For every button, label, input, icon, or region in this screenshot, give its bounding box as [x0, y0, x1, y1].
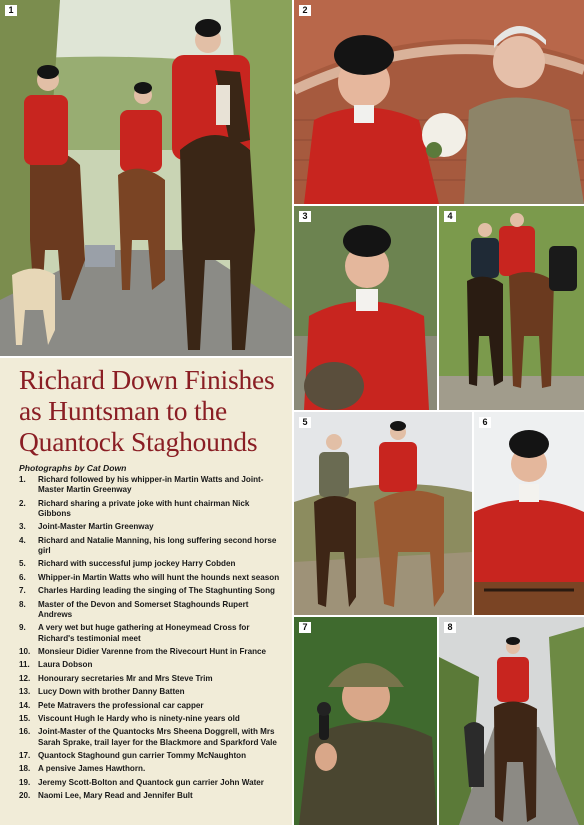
caption-item	[19, 475, 280, 496]
caption-text: Viscount Hugh le Hardy who is ninety-nine years old	[38, 713, 240, 723]
photo-number: 8	[444, 622, 456, 633]
photo-1-riders-on-lane	[0, 0, 292, 356]
photo-4-image	[439, 206, 584, 410]
photo-6-image	[474, 412, 584, 615]
photo-1-image	[0, 0, 292, 356]
caption-number: 9.	[19, 623, 26, 633]
caption-item	[19, 687, 280, 697]
caption-number: 5.	[19, 559, 26, 569]
caption-number: 3.	[19, 522, 26, 532]
caption-number: 8.	[19, 599, 26, 609]
caption-number: 12.	[19, 673, 31, 683]
photo-number: 7	[299, 622, 311, 633]
caption-item	[19, 660, 280, 670]
caption-number: 14.	[19, 700, 31, 710]
photo-2-private-joke	[294, 0, 584, 204]
caption-number: 11.	[19, 660, 30, 670]
photo-number: 6	[479, 417, 491, 428]
photo-4-second-horse	[439, 206, 584, 410]
photo-8-master-devon-somerset	[439, 617, 584, 825]
caption-item	[19, 559, 280, 569]
article-panel	[0, 358, 292, 825]
caption-item	[19, 727, 280, 748]
caption-item	[19, 714, 280, 724]
caption-number: 10.	[19, 647, 31, 656]
photo-5-image	[294, 412, 472, 615]
caption-text: Lucy Down with brother Danny Batten	[38, 687, 185, 697]
caption-item	[19, 791, 280, 801]
photo-6-whipper-in	[474, 412, 584, 615]
caption-list	[19, 475, 280, 802]
photo-number: 4	[444, 211, 456, 222]
caption-text: Whipper-in Martin Watts who will hunt the hounds next season	[38, 572, 280, 582]
caption-item	[19, 600, 280, 621]
caption-text: Joint-Master Martin Greenway	[38, 522, 154, 532]
caption-item	[19, 586, 280, 596]
caption-item	[19, 701, 280, 711]
caption-text: Charles Harding leading the singing of The Staghunting Song	[38, 586, 275, 596]
caption-text: Honourary secretaries Mr and Mrs Steve Trim	[38, 673, 213, 683]
caption-number: 1.	[19, 475, 26, 484]
caption-item	[19, 499, 280, 520]
caption-item	[19, 623, 280, 644]
caption-item	[19, 751, 280, 761]
caption-item	[19, 522, 280, 532]
caption-item	[19, 647, 280, 657]
caption-number: 19.	[19, 777, 31, 787]
caption-text: Joint-Master of the Quantocks Mrs Sheena Doggrell, with Mrs Sarah Sprake, trail layer for the Blackmore and Sparkford Vale	[38, 727, 277, 747]
caption-text: Richard sharing a private joke with hunt chairman Nick Gibbons	[38, 498, 250, 518]
photo-7-image	[294, 617, 437, 825]
caption-text: Richard followed by his whipper-in Martin Watts and Joint-Master Martin Greenway	[38, 475, 264, 495]
caption-number: 6.	[19, 572, 26, 582]
caption-text: Laura Dobson	[38, 660, 93, 670]
caption-text: A pensive James Hawthorn.	[38, 764, 146, 774]
photo-7-staghunting-song	[294, 617, 437, 825]
caption-item	[19, 674, 280, 684]
caption-text: Quantock Staghound gun carrier Tommy McNaughton	[38, 751, 247, 761]
photo-number: 3	[299, 211, 311, 222]
caption-number: 15.	[19, 713, 31, 723]
photo-5-jump-jockey	[294, 412, 472, 615]
caption-number: 18.	[19, 764, 31, 774]
caption-text: Richard and Natalie Manning, his long suffering second horse girl	[38, 535, 277, 556]
caption-text: Monsieur Didier Varenne from the Rivecourt Hunt in France	[38, 647, 267, 656]
caption-item	[19, 764, 280, 774]
caption-number: 13.	[19, 687, 31, 697]
photo-credit: Photographs by Cat Down	[19, 463, 127, 473]
caption-number: 17.	[19, 751, 31, 761]
caption-number: 7.	[19, 586, 26, 596]
caption-item	[19, 536, 280, 557]
caption-text: Pete Matravers the professional car capper	[38, 700, 204, 710]
photo-2-image	[294, 0, 584, 204]
article-title: Richard Down Finishes as Huntsman to the Quantock Staghounds	[19, 364, 275, 457]
photo-number: 5	[299, 417, 311, 428]
photo-number: 1	[5, 5, 17, 16]
caption-text: Naomi Lee, Mary Read and Jennifer Bult	[38, 791, 193, 801]
caption-item	[19, 778, 280, 788]
caption-number: 16.	[19, 727, 31, 737]
photo-8-image	[439, 617, 584, 825]
caption-item	[19, 573, 280, 583]
photo-3-image	[294, 206, 437, 410]
caption-text: Jeremy Scott-Bolton and Quantock gun carrier John Water	[38, 777, 264, 787]
caption-number: 20.	[19, 791, 31, 801]
caption-number: 2.	[19, 498, 26, 508]
caption-text: A very wet but huge gathering at Honeymead Cross for Richard's testimonial meet	[38, 623, 250, 643]
caption-number: 4.	[19, 535, 26, 545]
photo-3-joint-master	[294, 206, 437, 410]
caption-text: Richard with successful jump jockey Harry Cobden	[38, 559, 236, 569]
photo-number: 2	[299, 5, 311, 16]
caption-text: Master of the Devon and Somerset Staghounds Rupert Andrews	[38, 599, 249, 619]
